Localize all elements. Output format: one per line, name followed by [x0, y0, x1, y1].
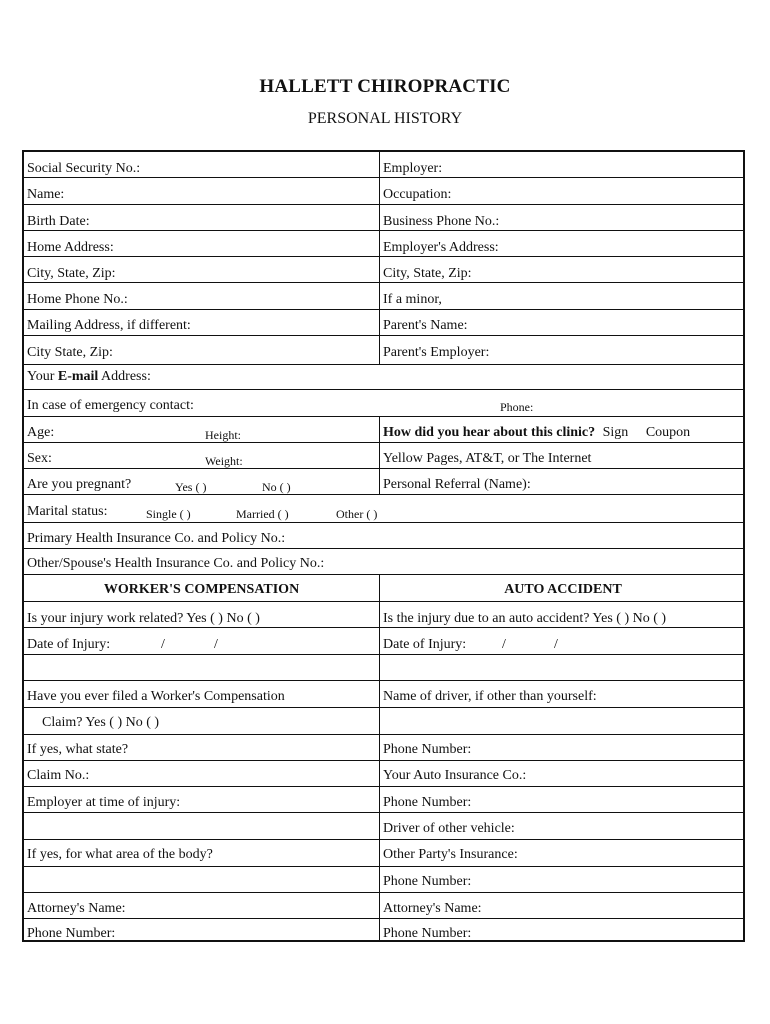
- row-divider: [24, 839, 743, 840]
- row-divider: [24, 892, 743, 893]
- clinic-question-text: How did you hear about this clinic?: [383, 425, 596, 440]
- home-phone-label: Home Phone No.:: [27, 292, 128, 307]
- driver-phone-label: Phone Number:: [383, 742, 472, 757]
- parent-employer-label: Parent's Employer:: [383, 345, 490, 360]
- pregnant-label: Are you pregnant?: [27, 477, 132, 492]
- other-party-insurance-label: Other Party's Insurance:: [383, 847, 518, 862]
- personal-referral-label: Personal Referral (Name):: [383, 477, 531, 492]
- marital-married-option[interactable]: Married ( ): [236, 507, 289, 521]
- clinic-source-question: [383, 425, 690, 441]
- other-driver-label: Driver of other vehicle:: [383, 821, 515, 836]
- secondary-insurance-label: Other/Spouse's Health Insurance Co. and Policy No.:: [27, 556, 325, 571]
- auto-date-slash: /: [554, 637, 558, 652]
- workers-comp-header: WORKER'S COMPENSATION: [103, 582, 300, 597]
- parent-name-label: Parent's Name:: [383, 318, 468, 333]
- minor-label: If a minor,: [383, 292, 442, 307]
- row-divider: [24, 786, 743, 787]
- clinic-option-sign[interactable]: Sign: [602, 425, 629, 440]
- email-prefix: Your: [27, 369, 58, 384]
- work-related-question[interactable]: Is your injury work related? Yes ( ) No ( ): [27, 611, 260, 626]
- emergency-contact-label: In case of emergency contact:: [27, 398, 194, 413]
- marital-single-option[interactable]: Single ( ): [146, 507, 191, 521]
- clinic-option-coupon[interactable]: Coupon: [645, 425, 691, 440]
- marital-status-label: Marital status:: [27, 504, 108, 519]
- driver-name-label: Name of driver, if other than yourself:: [383, 689, 597, 704]
- wc-claim-options[interactable]: Claim? Yes ( ) No ( ): [42, 715, 160, 730]
- row-divider: [24, 494, 743, 495]
- row-divider: [24, 468, 743, 469]
- wc-attorney-label: Attorney's Name:: [27, 901, 126, 916]
- auto-insurance-label: Your Auto Insurance Co.:: [383, 768, 527, 783]
- auto-accident-question[interactable]: Is the injury due to an auto accident? Yes ( ) No ( ): [383, 611, 667, 626]
- row-divider: [24, 760, 743, 761]
- personal-history-form: [22, 150, 745, 942]
- column-divider: [379, 416, 380, 494]
- weight-label: Weight:: [205, 454, 243, 468]
- column-divider: [379, 574, 380, 942]
- row-divider: [24, 364, 743, 365]
- row-divider: [24, 918, 743, 919]
- filed-wc-question: Have you ever filed a Worker's Compensation: [27, 689, 285, 704]
- row-divider: [24, 548, 743, 549]
- other-party-phone-label: Phone Number:: [383, 874, 472, 889]
- height-label: Height:: [205, 428, 241, 442]
- email-suffix: Address:: [98, 369, 151, 384]
- column-divider: [379, 152, 380, 364]
- auto-accident-header: AUTO ACCIDENT: [504, 582, 622, 597]
- wc-claim-number-label: Claim No.:: [27, 768, 90, 783]
- auto-date-slash: /: [502, 637, 506, 652]
- row-divider: [24, 442, 743, 443]
- wc-employer-label: Employer at time of injury:: [27, 795, 181, 810]
- row-divider: [24, 177, 743, 178]
- row-divider: [24, 707, 743, 708]
- document-title: HALLETT CHIROPRACTIC: [259, 76, 511, 97]
- auto-insurance-phone-label: Phone Number:: [383, 795, 472, 810]
- city-state-zip-label: City, State, Zip:: [27, 266, 116, 281]
- employer-city-label: City, State, Zip:: [383, 266, 472, 281]
- row-divider: [24, 734, 743, 735]
- document-subtitle: PERSONAL HISTORY: [307, 110, 463, 127]
- employer-label: Employer:: [383, 161, 443, 176]
- employer-address-label: Employer's Address:: [383, 240, 499, 255]
- mailing-address-label: Mailing Address, if different:: [27, 318, 191, 333]
- auto-attorney-label: Attorney's Name:: [383, 901, 482, 916]
- row-divider: [24, 627, 743, 628]
- row-divider: [24, 601, 743, 602]
- email-label: [27, 369, 151, 385]
- row-divider: [24, 256, 743, 257]
- pregnant-no-option[interactable]: No ( ): [262, 480, 291, 494]
- row-divider: [24, 522, 743, 523]
- row-divider: [24, 654, 743, 655]
- wc-state-label: If yes, what state?: [27, 742, 129, 757]
- occupation-label: Occupation:: [383, 187, 452, 202]
- home-address-label: Home Address:: [27, 240, 114, 255]
- wc-attorney-phone-label: Phone Number:: [27, 926, 116, 941]
- birth-date-label: Birth Date:: [27, 214, 90, 229]
- primary-insurance-label: Primary Health Insurance Co. and Policy No.:: [27, 531, 286, 546]
- business-phone-label: Business Phone No.:: [383, 214, 500, 229]
- row-divider: [24, 282, 743, 283]
- row-divider: [24, 680, 743, 681]
- clinic-options-media[interactable]: Yellow Pages, AT&T, or The Internet: [383, 451, 592, 466]
- age-label: Age:: [27, 425, 55, 440]
- wc-date-of-injury-label: Date of Injury:: [27, 637, 111, 652]
- wc-date-slash: /: [214, 637, 218, 652]
- row-divider: [24, 230, 743, 231]
- marital-other-option[interactable]: Other ( ): [336, 507, 378, 521]
- wc-date-slash: /: [161, 637, 165, 652]
- name-label: Name:: [27, 187, 65, 202]
- pregnant-yes-option[interactable]: Yes ( ): [175, 480, 207, 494]
- city-state-zip-2-label: City State, Zip:: [27, 345, 113, 360]
- row-divider: [24, 866, 743, 867]
- auto-date-of-injury-label: Date of Injury:: [383, 637, 467, 652]
- email-bold: E-mail: [57, 369, 99, 384]
- row-divider: [24, 335, 743, 336]
- auto-attorney-phone-label: Phone Number:: [383, 926, 472, 941]
- row-divider: [24, 309, 743, 310]
- row-divider: [24, 812, 743, 813]
- row-divider: [24, 389, 743, 390]
- emergency-phone-label: Phone:: [500, 400, 534, 414]
- sex-label: Sex:: [27, 451, 52, 466]
- ssn-label: Social Security No.:: [27, 161, 141, 176]
- row-divider: [24, 204, 743, 205]
- wc-body-area-label: If yes, for what area of the body?: [27, 847, 213, 862]
- row-divider: [24, 574, 743, 575]
- row-divider: [24, 416, 743, 417]
